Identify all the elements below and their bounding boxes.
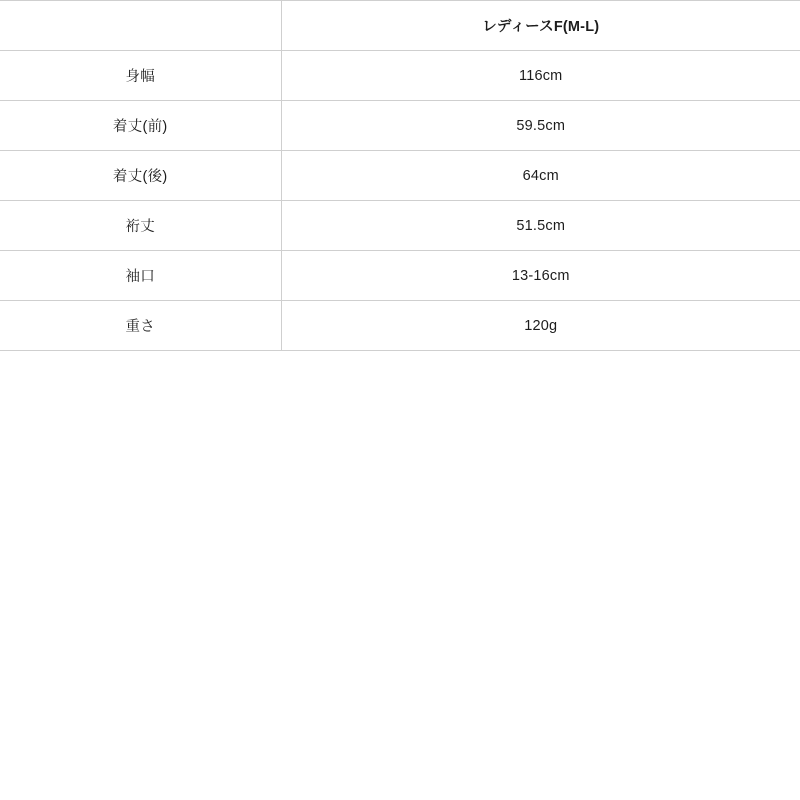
- table-body: [0, 51, 800, 351]
- row-label-sleeve-length: 裄丈: [0, 201, 281, 251]
- row-label-body-width: 身幅: [0, 51, 281, 101]
- table-row: [0, 151, 800, 201]
- row-value-sleeve-length: 51.5cm: [281, 201, 800, 251]
- row-value-back-length: 64cm: [281, 151, 800, 201]
- column-header-size: レディースF(M-L): [281, 1, 800, 51]
- table-row: [0, 301, 800, 351]
- row-value-weight: 120g: [281, 301, 800, 351]
- row-value-front-length: 59.5cm: [281, 101, 800, 151]
- table-header: [0, 1, 800, 51]
- row-label-weight: 重さ: [0, 301, 281, 351]
- table-header-row: [0, 1, 800, 51]
- row-value-body-width: 116cm: [281, 51, 800, 101]
- table-row: [0, 101, 800, 151]
- size-table: [0, 0, 800, 351]
- table-row: [0, 51, 800, 101]
- table-row: [0, 251, 800, 301]
- table-row: [0, 201, 800, 251]
- row-label-front-length: 着丈(前): [0, 101, 281, 151]
- row-label-cuff: 袖口: [0, 251, 281, 301]
- row-value-cuff: 13-16cm: [281, 251, 800, 301]
- table-corner-cell: [0, 1, 281, 51]
- row-label-back-length: 着丈(後): [0, 151, 281, 201]
